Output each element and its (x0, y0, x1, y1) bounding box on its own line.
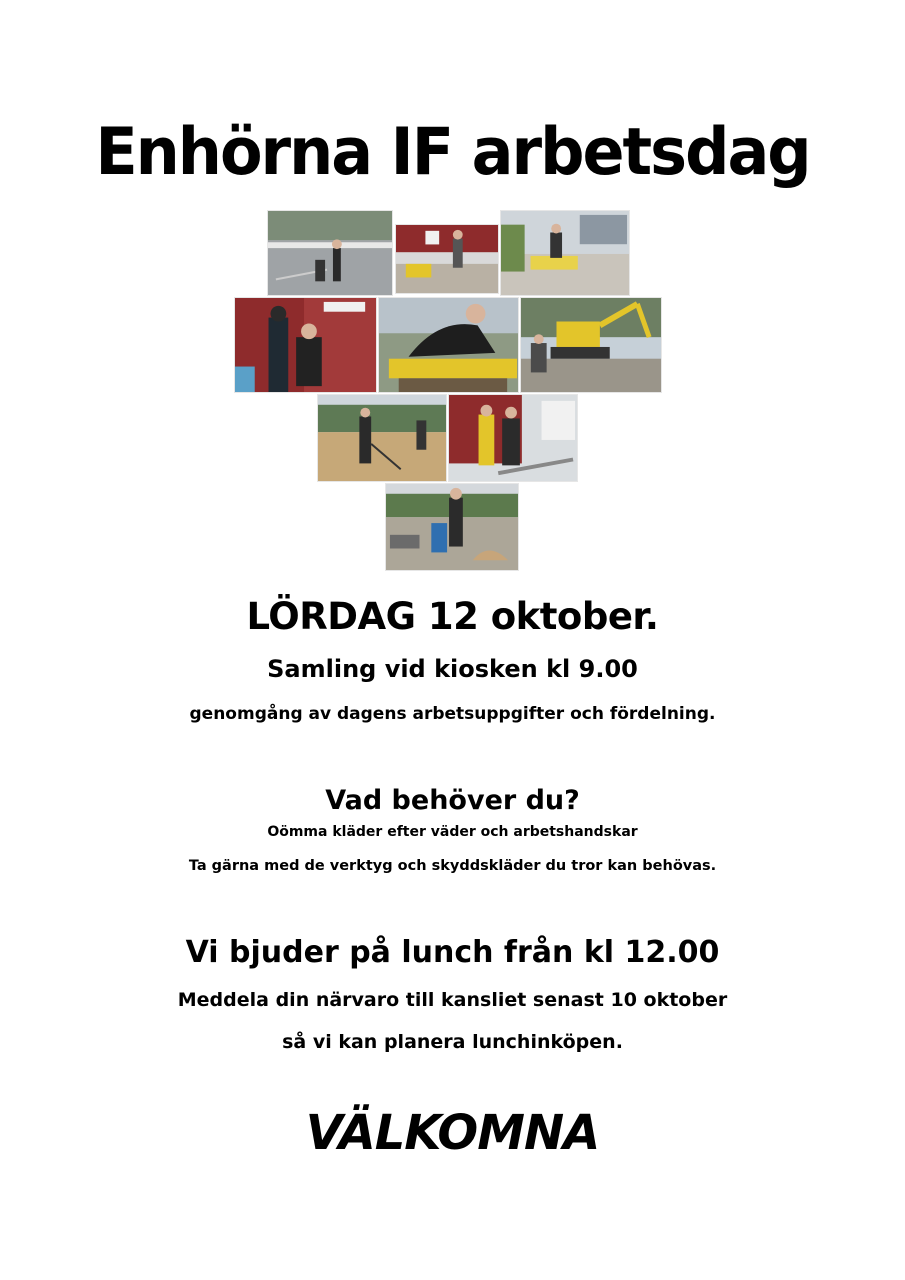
photo-house-workers (448, 394, 578, 482)
event-date: LÖRDAG 12 oktober. (246, 595, 659, 638)
photo-man-at-table (378, 297, 519, 393)
review-text: genomgång av dagens arbetsuppgifter och fördelning. (189, 704, 716, 724)
photo-rink-workers (267, 210, 393, 296)
photo-log-splitter (385, 483, 519, 571)
welcome-text: VÄLKOMNA (305, 1105, 600, 1161)
photo-red-house-bench (395, 224, 499, 294)
photo-excavator (520, 297, 662, 393)
photo-raking-field (317, 394, 447, 482)
gathering-time: Samling vid kiosken kl 9.00 (267, 655, 638, 683)
photo-two-workers-seated (234, 297, 377, 393)
photo-parking-bench (500, 210, 630, 296)
lunch-rsvp: Meddela din närvaro till kansliet senast 10 oktober (177, 989, 728, 1011)
lunch-planning: så vi kan planera lunchinköpen. (282, 1031, 623, 1053)
poster-title: Enhörna IF arbetsdag (95, 113, 810, 190)
needs-tools: Ta gärna med de verktyg och skyddskläder du tror kan behövas. (188, 858, 717, 874)
photo-collage-heart (0, 0, 905, 600)
lunch-heading: Vi bjuder på lunch från kl 12.00 (185, 935, 720, 970)
needs-heading: Vad behöver du? (325, 785, 580, 816)
needs-clothes: Oömma kläder efter väder och arbetshandskar (267, 824, 638, 840)
